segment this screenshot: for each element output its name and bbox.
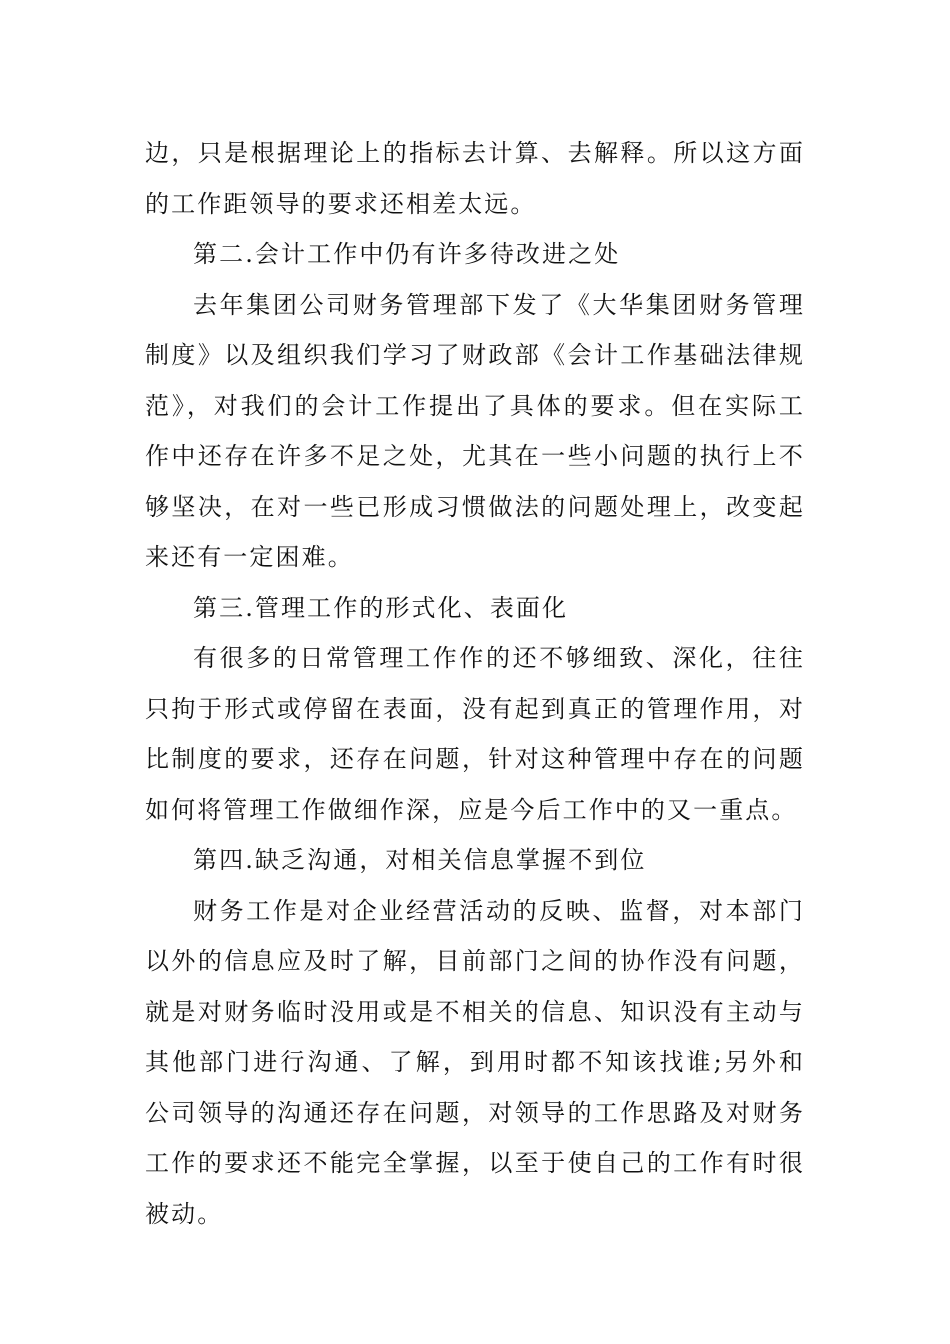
body-paragraph: 去年集团公司财务管理部下发了《大华集团财务管理制度》以及组织我们学习了财政部《会计工作基础法律规范》，对我们的会计工作提出了具体的要求。但在实际工作中还存在许多不足之处，尤其在一些小问题的执行上不够坚决，在对一些已形成习惯做法的问题处理上，改变起来还有一定困难。: [145, 290, 805, 571]
body-paragraph: 有很多的日常管理工作作的还不够细致、深化，往往只拘于形式或停留在表面，没有起到真正的管理作用，对比制度的要求，还存在问题，针对这种管理中存在的问题如何将管理工作做细作深，应是今后工作中的又一重点。: [145, 644, 805, 824]
section-heading-4: 第四.缺乏沟通，对相关信息掌握不到位: [193, 846, 647, 874]
document-body: [145, 128, 805, 1239]
body-paragraph: 财务工作是对企业经营活动的反映、监督，对本部门以外的信息应及时了解，目前部门之间的协作没有问题，就是对财务临时没用或是不相关的信息、知识没有主动与其他部门进行沟通、了解，到用时都不知该找谁;另外和公司领导的沟通还存在问题，对领导的工作思路及对财务工作的要求还不能完全掌握，以至于使自己的工作有时很被动。: [145, 896, 805, 1228]
section-heading-3: 第三.管理工作的形式化、表面化: [193, 593, 569, 622]
body-paragraph-continued: 边，只是根据理论上的指标去计算、去解释。所以这方面的工作距领导的要求还相差太远。: [145, 139, 805, 218]
section-heading-2: 第二.会计工作中仍有许多待改进之处: [193, 240, 621, 268]
